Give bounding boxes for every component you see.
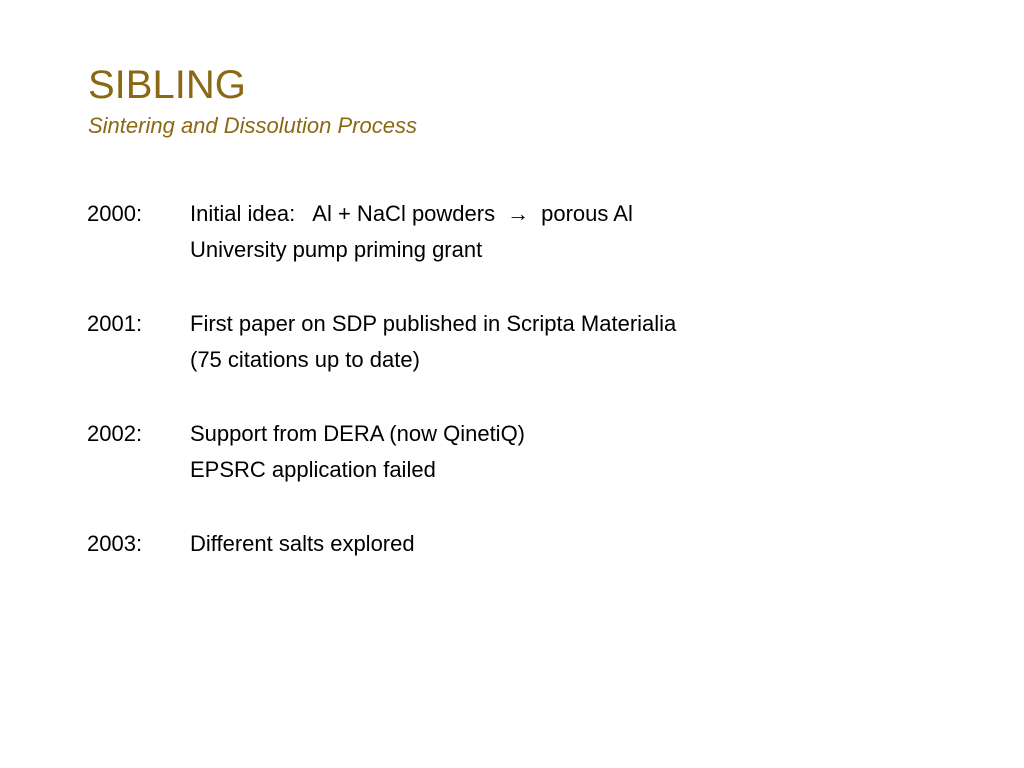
- timeline-text: EPSRC application failed: [190, 457, 436, 482]
- slide-subtitle: Sintering and Dissolution Process: [88, 113, 417, 138]
- timeline-text: University pump priming grant: [190, 237, 483, 262]
- timeline-year: 2002:: [87, 421, 143, 446]
- idea-result: porous Al: [541, 201, 633, 226]
- timeline-text: Different salts explored: [190, 531, 415, 556]
- timeline-year: 2003:: [87, 531, 143, 556]
- slide-title: SIBLING: [88, 63, 246, 107]
- timeline-line: [87, 454, 947, 490]
- timeline-entry-2000: [87, 198, 947, 270]
- timeline-entry-2001: [87, 308, 947, 380]
- timeline-text: Support from DERA (now QinetiQ): [190, 421, 526, 446]
- timeline-text: (75 citations up to date): [190, 347, 420, 372]
- right-arrow-icon: →: [507, 201, 530, 226]
- timeline-line: [87, 528, 947, 564]
- timeline-line: [87, 344, 947, 380]
- timeline-entry-2003: [87, 528, 947, 564]
- timeline-text: First paper on SDP published in Scripta Materialia: [190, 311, 677, 336]
- timeline-line: [87, 418, 947, 454]
- timeline: [87, 198, 947, 602]
- timeline-line: [87, 198, 947, 234]
- timeline-year: 2001:: [87, 311, 143, 336]
- idea-text: Initial idea: Al + NaCl powders: [190, 201, 496, 226]
- timeline-entry-2002: [87, 418, 947, 490]
- timeline-line: [87, 308, 947, 344]
- timeline-text: [190, 198, 633, 230]
- timeline-year: 2000:: [87, 201, 143, 226]
- timeline-line: [87, 234, 947, 270]
